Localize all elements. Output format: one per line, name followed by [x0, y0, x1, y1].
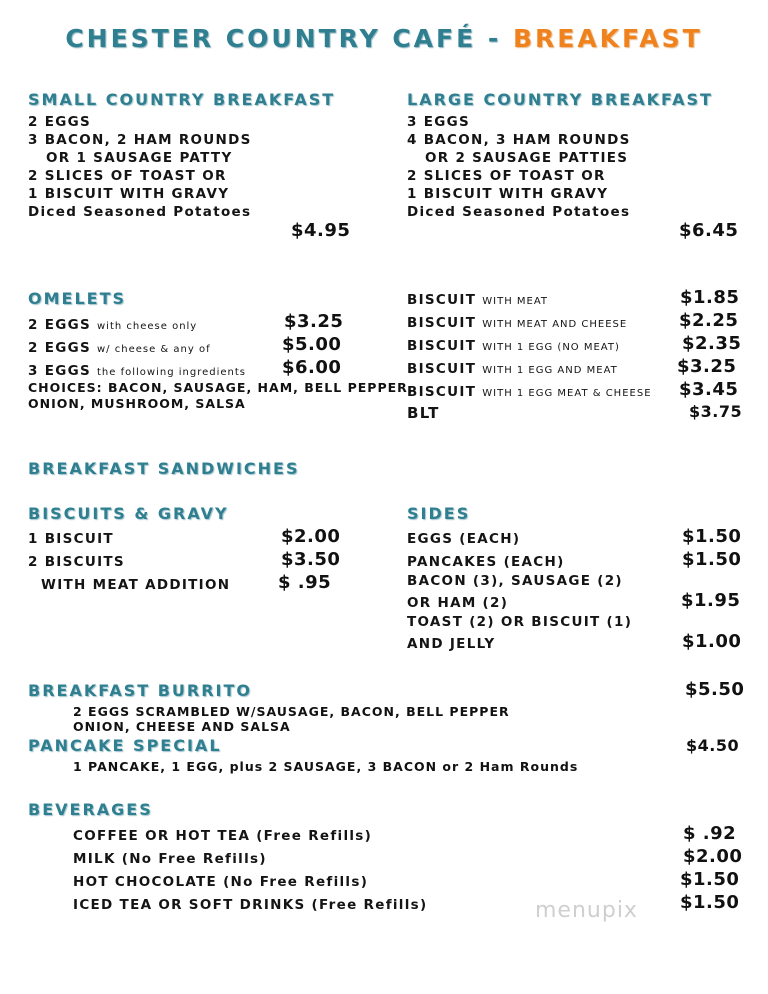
omelet-price: $6.00 [282, 357, 342, 378]
large-country-price: $6.45 [679, 220, 739, 241]
beverage-price: $1.50 [680, 892, 740, 913]
biscuits-gravy-item: 1 BISCUIT [28, 531, 114, 547]
beverage-price: $2.00 [683, 846, 743, 867]
omelet-choices [28, 380, 414, 412]
beverage-price: $ .92 [683, 823, 737, 844]
biscuits-gravy-price: $2.00 [281, 526, 341, 547]
biscuits-gravy-heading: BISCUITS & GRAVY [28, 504, 229, 523]
beverage-item: ICED TEA OR SOFT DRINKS (Free Refills) [73, 897, 428, 913]
biscuit-item-main: BISCUIT [407, 338, 477, 354]
omelet-item-main: 2 EGGS [28, 340, 91, 356]
biscuits-gravy-item: 2 BISCUITS [28, 554, 125, 570]
biscuit-item-main: BISCUIT [407, 361, 477, 377]
pancake-special-description: 1 PANCAKE, 1 EGG, plus 2 SAUSAGE, 3 BACON or 2 Ham Rounds [73, 759, 579, 774]
sides-item: OR HAM (2) [407, 595, 509, 611]
omelet-item-main: 2 EGGS [28, 317, 91, 333]
beverage-item: HOT CHOCOLATE (No Free Refills) [73, 874, 369, 890]
small-country-heading: SMALL COUNTRY BREAKFAST [28, 90, 336, 109]
biscuit-item-main: BISCUIT [407, 315, 477, 331]
beverage-item: MILK (No Free Refills) [73, 851, 267, 867]
small-country-line: 3 BACON, 2 HAM ROUNDS [28, 132, 252, 148]
biscuit-item [407, 384, 652, 400]
small-country-line: Diced Seasoned Potatoes [28, 204, 252, 220]
blt-price: $3.75 [689, 402, 743, 421]
large-country-line: Diced Seasoned Potatoes [407, 204, 631, 220]
biscuit-item-sub: WITH MEAT [482, 296, 549, 307]
large-country-line: 3 EGGS [407, 114, 470, 130]
burrito-line: ONION, CHEESE AND SALSA [73, 719, 291, 734]
omelet-item-sub: w/ cheese & any of [97, 344, 211, 355]
sides-item: AND JELLY [407, 636, 496, 652]
small-country-description [28, 113, 252, 221]
small-country-line: 2 SLICES OF TOAST OR [28, 168, 227, 184]
sides-price: $1.95 [681, 590, 741, 611]
small-country-line: OR 1 SAUSAGE PATTY [46, 150, 233, 166]
large-country-line: 1 BISCUIT WITH GRAVY [407, 186, 609, 202]
large-country-line: 4 BACON, 3 HAM ROUNDS [407, 132, 631, 148]
biscuit-item [407, 315, 627, 331]
biscuit-item-main: BISCUIT [407, 292, 477, 308]
biscuit-item-sub: WITH 1 EGG AND MEAT [482, 365, 618, 376]
biscuits-gravy-price: $3.50 [281, 549, 341, 570]
biscuits-gravy-price: $ .95 [278, 572, 332, 593]
omelet-choices-line: ONION, MUSHROOM, SALSA [28, 396, 246, 411]
menupix-watermark: menupix [535, 898, 638, 923]
sides-item: BACON (3), SAUSAGE (2) [407, 573, 623, 589]
sides-price: $1.00 [682, 631, 742, 652]
burrito-price: $5.50 [685, 679, 745, 700]
sides-item: PANCAKES (EACH) [407, 554, 565, 570]
biscuit-item [407, 338, 620, 354]
small-country-line: 1 BISCUIT WITH GRAVY [28, 186, 230, 202]
biscuit-price: $1.85 [680, 287, 740, 308]
large-country-line: 2 SLICES OF TOAST OR [407, 168, 606, 184]
omelet-item-sub: with cheese only [97, 321, 198, 332]
biscuits-gravy-item: WITH MEAT ADDITION [41, 577, 231, 593]
title-accent: BREAKFAST [512, 24, 703, 53]
biscuit-item-main: BISCUIT [407, 384, 477, 400]
omelet-item-main: 3 EGGS [28, 363, 91, 379]
biscuit-price: $2.35 [682, 333, 742, 354]
omelets-heading: OMELETS [28, 289, 127, 308]
omelet-item-sub: the following ingredients [97, 367, 246, 378]
biscuit-price: $2.25 [679, 310, 739, 331]
breakfast-sandwiches-heading: BREAKFAST SANDWICHES [28, 459, 300, 478]
biscuit-item [407, 361, 618, 377]
title-main: CHESTER COUNTRY CAFÉ - [65, 24, 513, 53]
omelet-item [28, 317, 197, 333]
large-country-heading: LARGE COUNTRY BREAKFAST [407, 90, 713, 109]
small-country-line: 2 EGGS [28, 114, 91, 130]
biscuit-price: $3.25 [677, 356, 737, 377]
sides-item: TOAST (2) OR BISCUIT (1) [407, 614, 633, 630]
beverages-heading: BEVERAGES [28, 800, 153, 819]
small-country-price: $4.95 [291, 220, 351, 241]
omelet-item [28, 363, 246, 379]
biscuit-item-sub: WITH 1 EGG MEAT & CHEESE [482, 388, 652, 399]
sides-price: $1.50 [682, 549, 742, 570]
omelet-choices-line: CHOICES: BACON, SAUSAGE, HAM, BELL PEPPER, [28, 380, 414, 395]
omelet-item [28, 340, 211, 356]
burrito-description [73, 704, 510, 734]
large-country-line: OR 2 SAUSAGE PATTIES [425, 150, 629, 166]
large-country-description [407, 113, 631, 221]
omelet-price: $3.25 [284, 311, 344, 332]
beverage-price: $1.50 [680, 869, 740, 890]
biscuit-item-sub: WITH 1 EGG (NO MEAT) [482, 342, 620, 353]
burrito-line: 2 EGGS SCRAMBLED W/SAUSAGE, BACON, BELL PEPPER [73, 704, 510, 719]
sides-item: EGGS (EACH) [407, 531, 521, 547]
sides-heading: SIDES [407, 504, 471, 523]
sides-price: $1.50 [682, 526, 742, 547]
pancake-special-price: $4.50 [686, 736, 740, 755]
burrito-heading: BREAKFAST BURRITO [28, 681, 253, 700]
biscuit-price: $3.45 [679, 379, 739, 400]
biscuit-item-sub: WITH MEAT AND CHEESE [482, 319, 628, 330]
blt-item: BLT [407, 404, 440, 422]
pancake-special-heading: PANCAKE SPECIAL [28, 736, 222, 755]
beverage-item: COFFEE OR HOT TEA (Free Refills) [73, 828, 373, 844]
omelet-price: $5.00 [282, 334, 342, 355]
page-title [0, 24, 768, 53]
biscuit-item [407, 292, 548, 308]
